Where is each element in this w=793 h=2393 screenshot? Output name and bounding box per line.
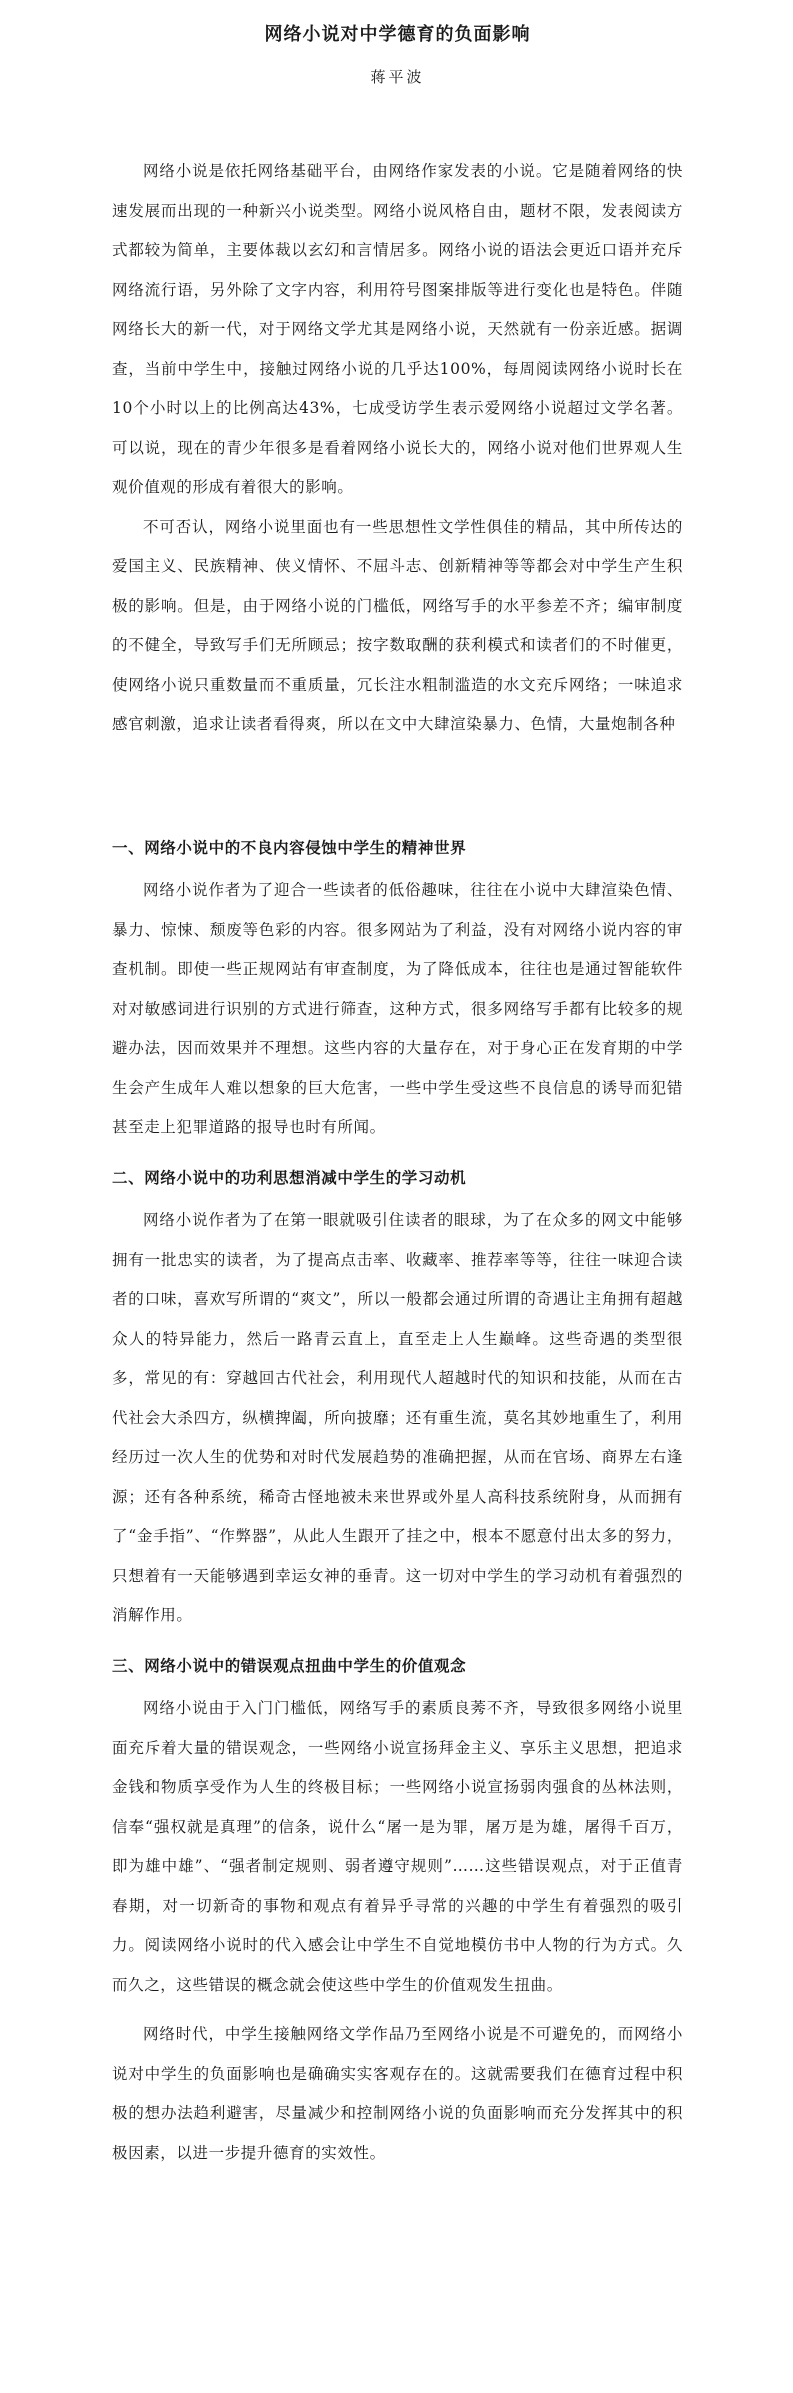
section-heading: 一、网络小说中的不良内容侵蚀中学生的精神世界 — [112, 837, 467, 857]
author-name: 蒋平波 — [370, 68, 425, 86]
section-paragraph: 网络小说作者为了迎合一些读者的低俗趣味，往往在小说中大肆渲染色情、暴力、惊悚、颓废等色彩的内容。很多网站为了利益，没有对网络小说内容的审查机制。即使一些正规网站有审查制度，为了降低成本，往往也是通过智能软件对对敏感词进行识别的方式进行筛查，这种方式，很多网络写手都有比较多的规避办法，因而效果并不理想。这些内容的大量存在，对于身心正在发育期的中学生会产生成年人难以想象的巨大危害，一些中学生受这些不良信息的诱导而犯错甚至走上犯罪道路的报导也时有所闻。 — [112, 881, 683, 1136]
intro-paragraph: 网络小说是依托网络基础平台，由网络作家发表的小说。它是随着网络的快速发展而出现的一种新兴小说类型。网络小说风格自由，题材不限，发表阅读方式都较为简单，主要体裁以玄幻和言情居多。网络小说的语法会更近口语并充斥网络流行语，另外除了文字内容，利用符号图案排版等进行变化也是特色。伴随网络长大的新一代，对于网络文学尤其是网络小说，天然就有一份亲近感。据调查，当前中学生中，接触过网络小说的几乎达100%，每周阅读网络小说时长在10个小时以上的比例高达43%，七成受访学生表示爱网络小说超过文学名著。可以说，现在的青少年很多是看着网络小说长大的，网络小说对他们世界观人生观价值观的形成有着很大的影响。 — [112, 162, 683, 496]
intro-paragraph-truncated: 不可否认，网络小说里面也有一些思想性文学性俱佳的精品，其中所传达的爱国主义、民族精神、侠义情怀、不屈斗志、创新精神等等都会对中学生产生积极的影响。但是，由于网络小说的门槛低，网络写手的水平参差不齐；编审制度的不健全，导致写手们无所顾忌；按字数取酬的获利模式和读者们的不时催更，使网络小说只重数量而不重质量，冗长注水粗制滥造的水文充斥网络；一味追求感官刺激，追求让读者看得爽，所以在文中大肆渲染暴力、色情，大量炮制各种 — [112, 517, 683, 733]
section-paragraph: 网络小说由于入门门槛低，网络写手的素质良莠不齐，导致很多网络小说里面充斥着大量的错误观念，一些网络小说宣扬拜金主义、享乐主义思想，把追求金钱和物质享受作为人生的终极目标；一些网络小说宣扬弱肉强食的丛林法则，信奉“强权就是真理”的信条，说什么“屠一是为罪，屠万是为雄，屠得千百万，即为雄中雄”、“强者制定规则、弱者遵守规则”……这些错误观点，对于正值青春期，对一切新奇的事物和观点有着异乎寻常的兴趣的中学生有着强烈的吸引力。阅读网络小说时的代入感会让中学生不自觉地模仿书中人物的行为方式。久而久之，这些错误的概念就会使这些中学生的价值观发生扭曲。 — [112, 1699, 683, 1994]
section-paragraph: 网络小说作者为了在第一眼就吸引住读者的眼球，为了在众多的网文中能够拥有一批忠实的读者，为了提高点击率、收藏率、推荐率等等，往往一味迎合读者的口味，喜欢写所谓的“爽文”，所以一般都会通过所谓的奇遇让主角拥有超越众人的特异能力，然后一路青云直上，直至走上人生巅峰。这些奇遇的类型很多，常见的有：穿越回古代社会，利用现代人超越时代的知识和技能，从而在古代社会大杀四方，纵横捭阖，所向披靡；还有重生流，莫名其妙地重生了，利用经历过一次人生的优势和对时代发展趋势的准确把握，从而在官场、商界左右逢源；还有各种系统，稀奇古怪地被未来世界或外星人高科技系统附身，从而拥有了“金手指”、“作弊器”，从此人生跟开了挂之中，根本不愿意付出太多的努力，只想着有一天能够遇到幸运女神的垂青。这一切对中学生的学习动机有着强烈的消解作用。 — [112, 1211, 683, 1624]
conclusion-paragraph: 网络时代，中学生接触网络文学作品乃至网络小说是不可避免的，而网络小说对中学生的负面影响也是确确实实客观存在的。这就需要我们在德育过程中积极的想办法趋利避害，尽量减少和控制网络小说的负面影响而充分发挥其中的积极因素，以进一步提升德育的实效性。 — [112, 2025, 683, 2162]
section-2 — [112, 1158, 683, 1636]
section-3 — [112, 1646, 683, 2174]
section-heading: 三、网络小说中的错误观点扭曲中学生的价值观念 — [112, 1655, 467, 1675]
document-title: 网络小说对中学德育的负面影响 — [264, 24, 531, 45]
document-body — [112, 152, 683, 2173]
section-heading: 二、网络小说中的功利思想消减中学生的学习动机 — [112, 1167, 467, 1187]
section-1 — [112, 828, 683, 1148]
